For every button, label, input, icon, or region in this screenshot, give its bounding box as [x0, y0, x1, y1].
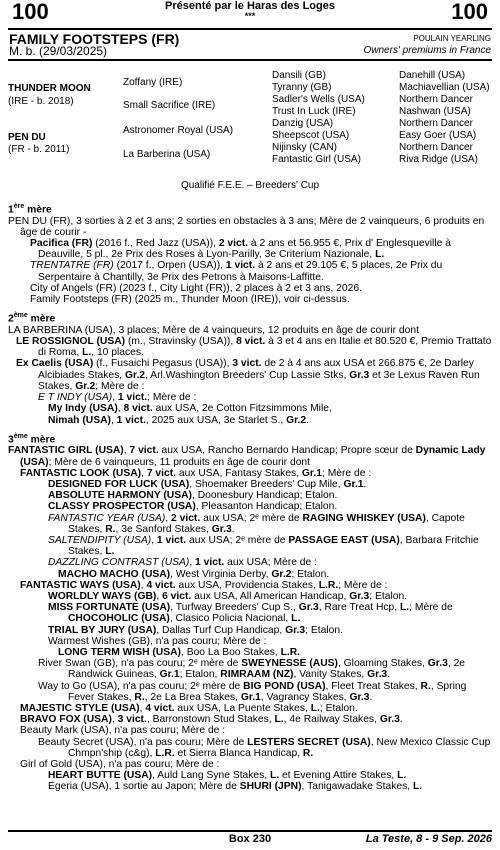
pedigree-g3: Sadler's Wells (USA) [272, 94, 365, 105]
produce-entry: MACHO MACHO (USA), West Virginia Derby, Gr.2; Etalon. [58, 568, 330, 580]
produce-entry: LE ROSSIGNOL (USA) (m., Stravinsky (USA)), 8 vict. à 3 et 4 ans en Italie et 80.520 €, Premio Trattato di Roma, L., 10 places. [16, 336, 492, 359]
page-footer [8, 830, 492, 848]
pedigree-table [8, 68, 500, 166]
produce-entry: Egeria (USA), 1 sortie au Japon; Mère de SHURI (JPN), Tanigawadake Stakes, L. [48, 781, 423, 793]
dam-summary: LA BARBERINA (USA), 3 places; Mère de 4 vainqueurs, 12 produits en âge de courir dont [8, 324, 419, 336]
presenter: Présenté par le Haras des Loges [165, 0, 335, 12]
horse-dob: M. b. (29/03/2025) [9, 44, 108, 58]
produce-entry: FANTASTIC WAYS (USA), 4 vict. aux USA, Providencia Stakes, L.R.; Mère de : [20, 579, 388, 591]
section-heading-3: 3ème mère [8, 432, 56, 446]
title-bar [8, 28, 492, 61]
category: POULAIN YEARLING [413, 34, 491, 43]
produce-entry: HEART BUTTE (USA), Auld Lang Syne Stakes, L. et Evening Attire Stakes, L. [48, 770, 407, 782]
produce-entry: FANTASTIC GIRL (USA), 7 vict. aux USA, Rancho Bernardo Handicap; Propre sœur de Dynamic Lady (USA); Mère de 6 vainqueurs, 11 produits en âge de courir dont [8, 445, 486, 468]
produce-entry: Warmest Wishes (GB), n'a pas couru; Mère de : [48, 635, 267, 647]
produce-entry: Girl of Gold (USA), n'a pas couru; Mère de : [20, 759, 220, 771]
sire-info: (IRE - b. 2018) [8, 96, 74, 107]
produce-entry: Family Footsteps (FR) (2025 m., Thunder Moon (IRE)), voir ci-dessus. [30, 294, 350, 306]
produce-entry: MAJESTIC STYLE (USA), 4 vict. aux USA, La Puente Stakes, L.; Etalon. [20, 703, 358, 714]
dam-info: (FR - b. 2011) [8, 144, 70, 155]
produce-entry: DESIGNED FOR LUCK (USA), Shoemaker Breeders' Cup Mile, Gr.1. [48, 478, 367, 490]
produce-entry: Beauty Secret (USA), n'a pas couru; Mère de LESTERS SECRET (USA), New Mexico Classic Cup Chmpn'ship (c&g), L.R. et Sierra Blanca Handicap, R. [38, 736, 491, 759]
produce-entry: SALTENDIPITY (USA), 1 vict. aux USA; 2ᵉ mère de PASSAGE EAST (USA), Barbara Fritchie Stakes, L. [48, 534, 479, 558]
pedigree-g4: Nashwan (USA) [399, 106, 471, 117]
pedigree-g4: Northern Dancer [399, 94, 473, 105]
lot-number-left: 100 [12, 0, 49, 24]
produce-entry: DAZZLING CONTRAST (USA), 1 vict. aux USA; Mère de : [48, 557, 317, 569]
section-heading-1: 1ère mère [8, 203, 52, 216]
produce-entry: WORLDLY WAYS (GB), 6 vict. aux USA, All American Handicap, Gr.3; Etalon. [48, 590, 408, 602]
pedigree-g3: Nijinsky (CAN) [272, 142, 337, 153]
third-dam-list [8, 445, 494, 792]
pedigree-g3: Sheepscot (USA) [272, 130, 350, 141]
pedigree-g2: Small Sacrifice (IRE) [123, 100, 216, 111]
produce-entry: My Indy (USA), 8 vict. aux USA, 2e Cotton Fitzsimmons Mile, [48, 403, 332, 415]
produce-entry: Way to Go (USA), n'a pas couru; 2ᵉ mère de BIG POND (USA), Fleet Treat Stakes, R., Spring Fever Stakes, R., 2e La Brea Stakes, Gr.1, Vagrancy Stakes, Gr.3. [38, 680, 467, 703]
owners-premiums: Owners' premiums in France [363, 45, 491, 56]
dam-summary: PEN DU (FR), 3 sorties à 2 et 3 ans; 2 sorties en obstacles à 3 ans; Mère de 2 vainqueurs, 6 produits en âge de courir - [8, 215, 485, 238]
lot-number-right: 100 [451, 0, 488, 24]
section-heading-2: 2ème mère [8, 312, 56, 325]
produce-entry: CLASSY PROSPECTOR (USA), Pleasanton Handicap; Etalon. [48, 501, 338, 513]
produce-entry: TRIAL BY JURY (USA), Dallas Turf Cup Handicap, Gr.3; Etalon. [48, 624, 343, 636]
produce-entry: Pacifica (FR) (2016 f., Red Jazz (USA)), 2 vict. à 2 ans et 56.955 €, Prix d' Englesqueville à Deauville, 5 pl., 2e Prix des Roses à Lyon-Parilly, 3e Criterium Nazionale, L. [30, 238, 451, 261]
produce-entry: TRENTATRE (FR) (2017 f., Orpen (USA)), 1 vict. à 2 ans et 29.105 €, 5 places, 2e Prix du Serpentaire à Chantilly, 3e Prix des Petrons à Maisons-Laffitte. [30, 260, 443, 283]
box-number: Box 230 [228, 833, 272, 845]
pedigree-g3: Trust In Luck (IRE) [272, 106, 356, 117]
qualification: Qualifié F.E.E. – Breeders' Cup [180, 180, 320, 191]
pedigree-g4: Danehill (USA) [399, 70, 466, 81]
produce-entry: LONG TERM WISH (USA), Boo La Boo Stakes, L.R. [58, 646, 301, 658]
produce-entry: River Swan (GB), n'a pas couru; 2ᵉ mère de SWEYNESSE (AUS), Gloaming Stakes, Gr.3, 2e Randwick Guineas, Gr.1; Etalon, RIMRAAM (NZ), Vanity Stakes, Gr.3. [38, 658, 466, 681]
produce-entry: ABSOLUTE HARMONY (USA), Doonesbury Handicap; Etalon. [48, 490, 338, 502]
produce-entry: Ex Caelis (USA) (f., Fusaichi Pegasus (USA)), 3 vict. de 2 à 4 ans aux USA et 266.875 €, 2e Darley Alcibiades Stakes, Gr.2, Arl.Washington Breeders' Cup Lassie Stks, Gr.3 et 3e Lexus Raven Run Stakes, Gr.2; Mère de : [16, 358, 480, 392]
produce-entry: FANTASTIC YEAR (USA), 2 vict. aux USA; 2ᵉ mère de RAGING WHISKEY (USA), Capote Stakes, R., 3e Sanford Stakes, Gr.3. [48, 512, 465, 535]
produce-entry: Beauty Mark (USA), n'a pas couru; Mère de : [20, 725, 226, 737]
page-header [8, 0, 492, 26]
pedigree-g4: Easy Goer (USA) [399, 130, 477, 141]
pedigree-g3: Danzig (USA) [272, 118, 334, 129]
produce-entry: Nimah (USA), 1 vict., 2025 aux USA, 3e Starlet S., Gr.2. [48, 414, 310, 426]
produce-entry: FANTASTIC LOOK (USA), 7 vict. aux USA, Fantasy Stakes, Gr.1; Mère de : [20, 467, 372, 479]
pedigree-g4: Northern Dancer [399, 142, 473, 153]
stars: *** [244, 11, 256, 21]
pedigree-g4: Northern Dancer [399, 118, 473, 129]
produce-entry: MISS FORTUNATE (USA), Turfway Breeders' Cup S., Gr.3, Rare Treat Hcp, L.; Mère de CHOCOHOLIC (USA), Clasico Policia Nacional, L. [48, 602, 453, 625]
pedigree-g3: Dansili (GB) [272, 70, 326, 81]
pedigree-g4: Riva Ridge (USA) [399, 154, 478, 165]
sire-name: THUNDER MOON [8, 83, 91, 94]
pedigree-g3: Fantastic Girl (USA) [272, 154, 361, 165]
dam-name: PEN DU [8, 132, 46, 143]
horse-name: FAMILY FOOTSTEPS (FR) [9, 31, 180, 47]
sale-info: La Teste, 8 - 9 Sep. 2026 [365, 833, 492, 845]
pedigree-g3: Tyranny (GB) [272, 82, 332, 93]
produce-entry: BRAVO FOX (USA), 3 vict., Barronstown Stud Stakes, L., 4e Railway Stakes, Gr.3. [20, 714, 403, 726]
pedigree-g2: Astronomer Royal (USA) [123, 125, 234, 136]
pedigree-g2: La Barberina (USA) [123, 149, 211, 160]
pedigree-g4: Machiavellian (USA) [399, 82, 490, 93]
produce-entry: E T INDY (USA), 1 vict.; Mère de : [38, 392, 197, 404]
pedigree-g2: Zoffany (IRE) [123, 77, 183, 88]
catalogue-body [8, 196, 494, 793]
produce-entry: City of Angels (FR) (2023 f., City Light (FR)), 2 places à 2 et 3 ans, 2026. [30, 282, 362, 294]
